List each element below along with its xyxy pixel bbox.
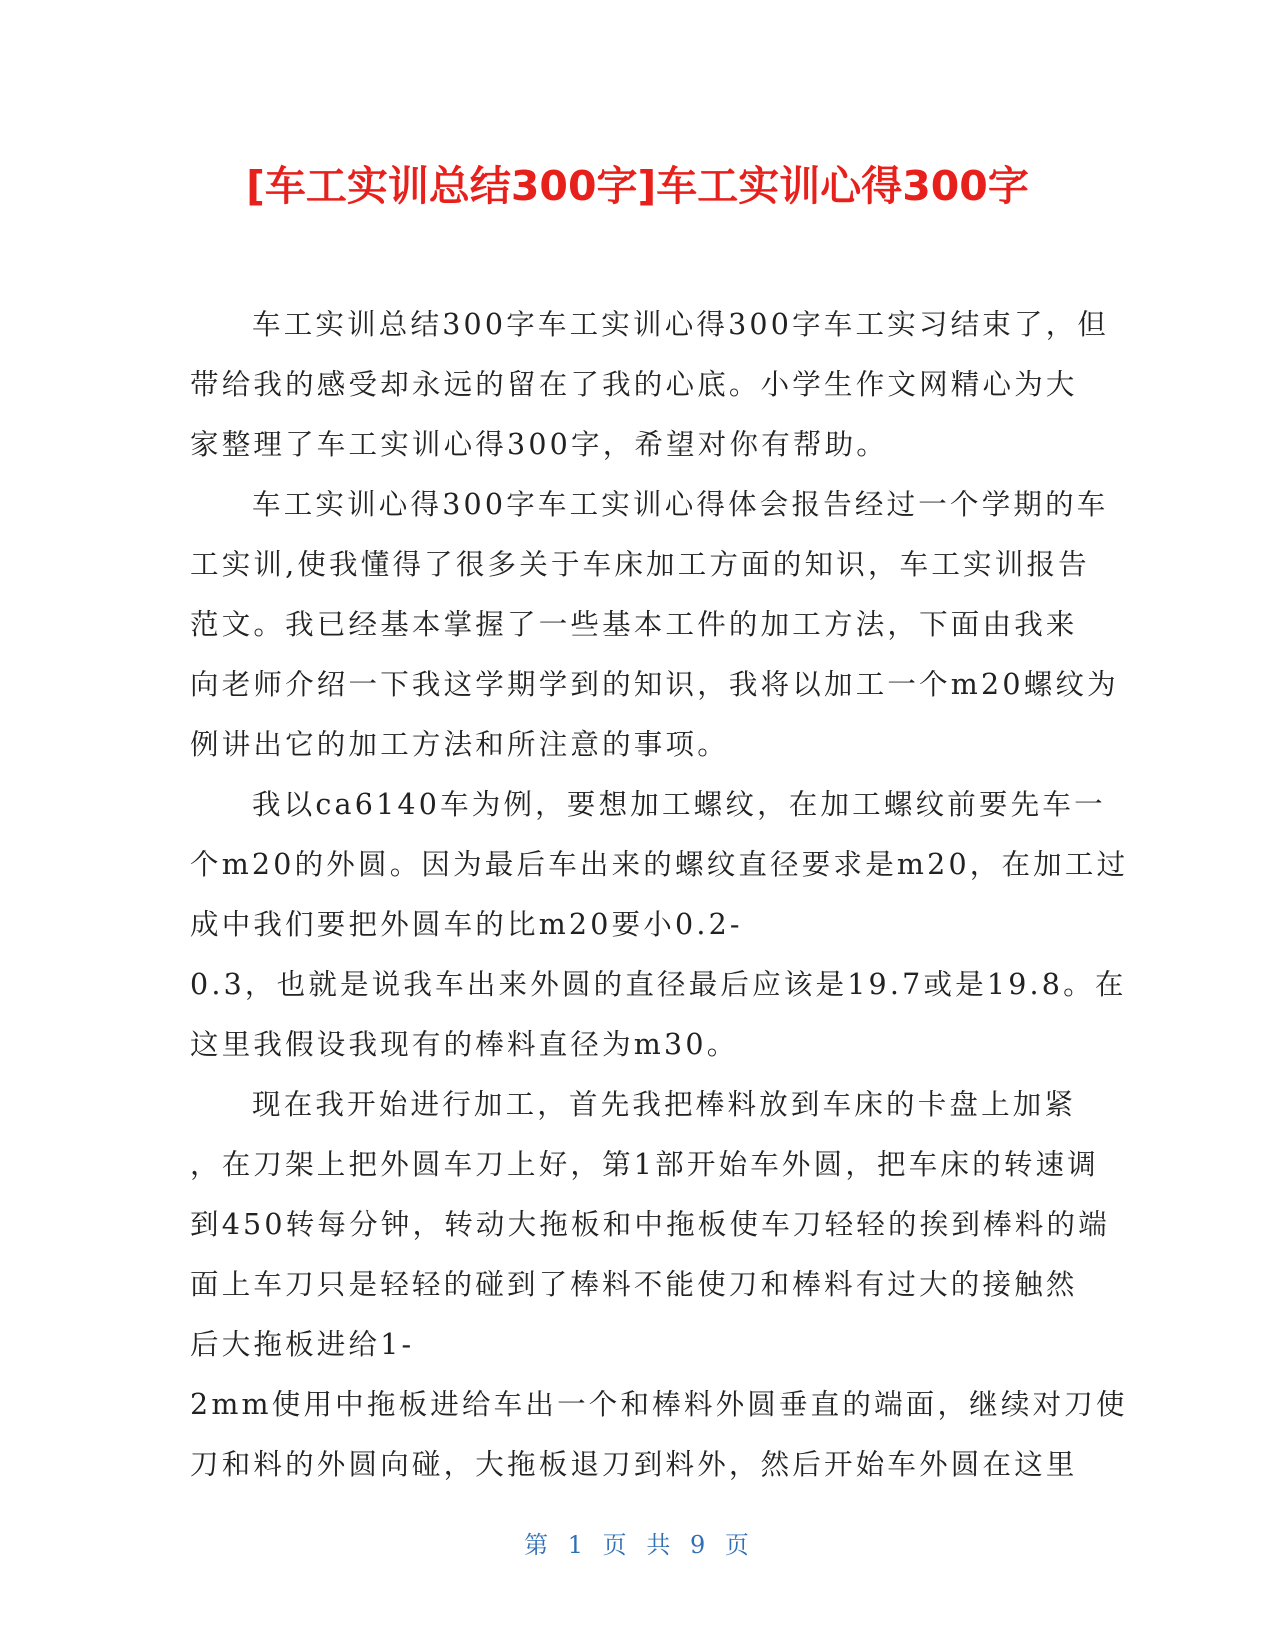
paragraph-line: 到450转每分钟，转动大拖板和中拖板使车刀轻轻的挨到棒料的端 — [190, 1208, 1110, 1241]
paragraph-line: 现在我开始进行加工，首先我把棒料放到车床的卡盘上加紧 — [252, 1088, 1077, 1121]
paragraph-line: 带给我的感受却永远的留在了我的心底。小学生作文网精心为大 — [190, 368, 1078, 401]
footer-total-label: 共 — [646, 1531, 673, 1559]
paragraph-line: 向老师介绍一下我这学期学到的知识，我将以加工一个m20螺纹为 — [190, 668, 1119, 701]
document-body — [190, 295, 1129, 1495]
paragraph-line: 成中我们要把外圆车的比m20要小0.2- — [190, 908, 743, 941]
paragraph-line: 0.3，也就是说我车出来外圆的直径最后应该是19.7或是19.8。在 — [190, 968, 1127, 1001]
paragraph-line: 这里我假设我现有的棒料直径为m30。 — [190, 1028, 739, 1061]
paragraph-line: 车工实训总结300字车工实训心得300字车工实习结束了，但 — [252, 308, 1110, 341]
paragraph-line: 面上车刀只是轻轻的碰到了棒料不能使刀和棒料有过大的接触然 — [190, 1268, 1078, 1301]
paragraph-line: 例讲出它的加工方法和所注意的事项。 — [190, 728, 729, 761]
footer-page-label: 第 — [524, 1531, 551, 1559]
paragraph-line: 后大拖板进给1- — [190, 1328, 415, 1361]
paragraph-line: 工实训,使我懂得了很多关于车床加工方面的知识，车工实训报告 — [190, 548, 1090, 581]
page-footer — [0, 1530, 1275, 1560]
paragraph-line: 个m20的外圆。因为最后车出来的螺纹直径要求是m20，在加工过 — [190, 848, 1129, 881]
paragraph-line: 2mm使用中拖板进给车出一个和棒料外圆垂直的端面，继续对刀使 — [190, 1388, 1128, 1421]
paragraph-line: 刀和料的外圆向碰，大拖板退刀到料外，然后开始车外圆在这里 — [190, 1448, 1078, 1481]
paragraph-line: ，在刀架上把外圆车刀上好，第1部开始车外圆，把车床的转速调 — [190, 1148, 1099, 1181]
paragraph-line: 我以ca6140车为例，要想加工螺纹，在加工螺纹前要先车一 — [252, 788, 1106, 821]
document-title: [车工实训总结300字]车工实训心得300字 — [246, 162, 1029, 210]
footer-unit-label-2: 页 — [724, 1531, 751, 1559]
paragraph-line: 范文。我已经基本掌握了一些基本工件的加工方法，下面由我来 — [190, 608, 1078, 641]
footer-current-page: 1 — [567, 1531, 586, 1559]
paragraph-line: 家整理了车工实训心得300字，希望对你有帮助。 — [190, 428, 888, 461]
footer-unit-label: 页 — [602, 1531, 629, 1559]
footer-total-pages: 9 — [689, 1531, 708, 1559]
paragraph-line: 车工实训心得300字车工实训心得体会报告经过一个学期的车 — [252, 488, 1109, 521]
